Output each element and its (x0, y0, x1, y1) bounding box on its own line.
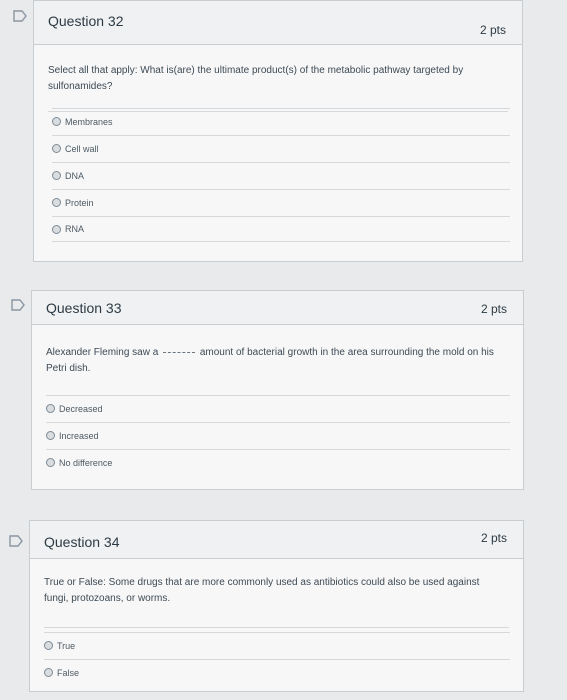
answer-label: Decreased (59, 403, 103, 414)
checkbox[interactable] (52, 117, 61, 126)
checkbox[interactable] (52, 171, 61, 180)
question-header (32, 291, 523, 325)
question-text: Select all that apply: What is(are) the ultimate product(s) of the metabolic pathway targeted by sulfonamides? (48, 65, 464, 92)
divider (44, 627, 509, 628)
question-card-34 (29, 520, 524, 692)
answer-option[interactable] (52, 162, 510, 188)
answer-option[interactable] (44, 659, 510, 685)
flag-question-icon[interactable] (13, 10, 27, 22)
answer-label: No difference (59, 457, 113, 468)
question-title: Question 34 (44, 534, 120, 550)
checkbox[interactable] (52, 225, 61, 234)
answer-label: RNA (65, 224, 85, 234)
answer-option[interactable] (44, 632, 510, 658)
answer-option[interactable] (46, 422, 510, 448)
fill-blank (163, 352, 195, 353)
question-points: 2 pts (480, 531, 507, 545)
question-text-before: Alexander Fleming saw a (46, 347, 159, 358)
question-header (30, 521, 523, 559)
question-card-32 (33, 0, 523, 262)
answer-label: Protein (65, 197, 94, 208)
question-text-after: amount of bacterial growth in the area surrounding the mold on his Petri dish. (46, 347, 494, 374)
answer-label: DNA (65, 170, 85, 181)
checkbox[interactable] (52, 198, 61, 207)
answer-label: Cell wall (65, 143, 99, 154)
radio-button[interactable] (46, 458, 55, 467)
answer-label: Membranes (65, 116, 113, 127)
answer-option[interactable] (52, 135, 510, 161)
radio-button[interactable] (44, 641, 53, 650)
answer-label: Increased (59, 430, 99, 441)
answer-label: False (57, 667, 80, 678)
answer-option[interactable] (46, 395, 510, 421)
answer-option[interactable] (46, 449, 510, 475)
answer-label: True (57, 640, 76, 651)
question-header (34, 1, 522, 45)
question-points: 2 pts (480, 302, 507, 316)
radio-button[interactable] (44, 668, 53, 677)
checkbox[interactable] (52, 144, 61, 153)
flag-question-icon[interactable] (11, 299, 25, 311)
question-text (46, 345, 508, 377)
question-card-33 (31, 290, 524, 490)
answer-option[interactable] (52, 189, 510, 215)
question-title: Question 32 (48, 13, 124, 29)
answer-option[interactable] (52, 216, 510, 242)
question-points: 2 pts (479, 23, 506, 37)
question-text: True or False: Some drugs that are more commonly used as antibiotics could also be used against fungi, protozoans, or worms. (44, 577, 480, 604)
flag-question-icon[interactable] (9, 535, 23, 547)
radio-button[interactable] (46, 404, 55, 413)
question-title: Question 33 (46, 300, 122, 316)
answer-option[interactable] (52, 108, 510, 134)
radio-button[interactable] (46, 431, 55, 440)
